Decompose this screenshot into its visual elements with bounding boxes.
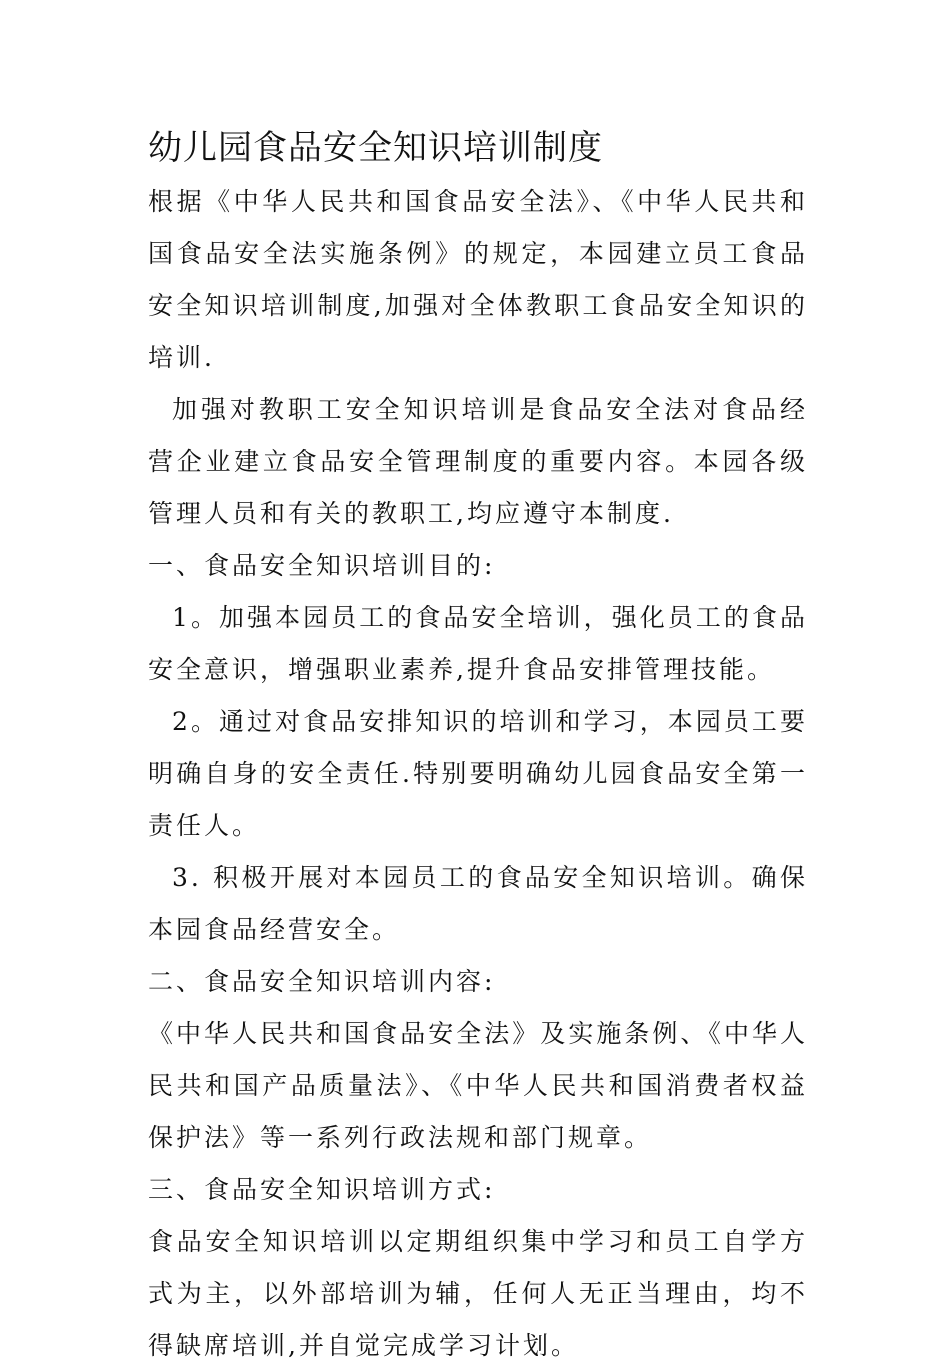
paragraph-intro: 根据《中华人民共和国食品安全法》、《中华人民共和国食品安全法实施条例》的规定，本园建立员工食品安全知识培训制度,加强对全体教职工食品安全知识的培训.: [148, 187, 808, 372]
document-body: [148, 126, 808, 1372]
section-heading-purpose: 一、食品安全知识培训目的:: [148, 551, 496, 580]
section-heading-content: 二、食品安全知识培训内容:: [148, 967, 496, 996]
document-title: 幼儿园食品安全知识培训制度: [148, 128, 603, 168]
content-paragraph: 《中华人民共和国食品安全法》及实施条例、《中华人民共和国产品质量法》、《中华人民共和国消费者权益保护法》等一系列行政法规和部门规章。: [148, 1019, 808, 1152]
purpose-item-2: 2。通过对食品安排知识的培训和学习，本园员工要明确自身的安全责任.特别要明确幼儿园食品安全第一责任人。: [148, 707, 808, 840]
paragraph-scope: 加强对教职工安全知识培训是食品安全法对食品经营企业建立食品安全管理制度的重要内容。本园各级管理人员和有关的教职工,均应遵守本制度.: [148, 395, 808, 528]
purpose-item-3: 3. 积极开展对本园员工的食品安全知识培训。确保本园食品经营安全。: [148, 863, 808, 944]
section-heading-method: 三、食品安全知识培训方式:: [148, 1175, 496, 1204]
method-paragraph: 食品安全知识培训以定期组织集中学习和员工自学方式为主，以外部培训为辅，任何人无正当理由，均不得缺席培训,并自觉完成学习计划。: [148, 1227, 808, 1360]
purpose-item-1: 1。加强本园员工的食品安全培训，强化员工的食品安全意识，增强职业素养,提升食品安排管理技能。: [148, 603, 808, 684]
